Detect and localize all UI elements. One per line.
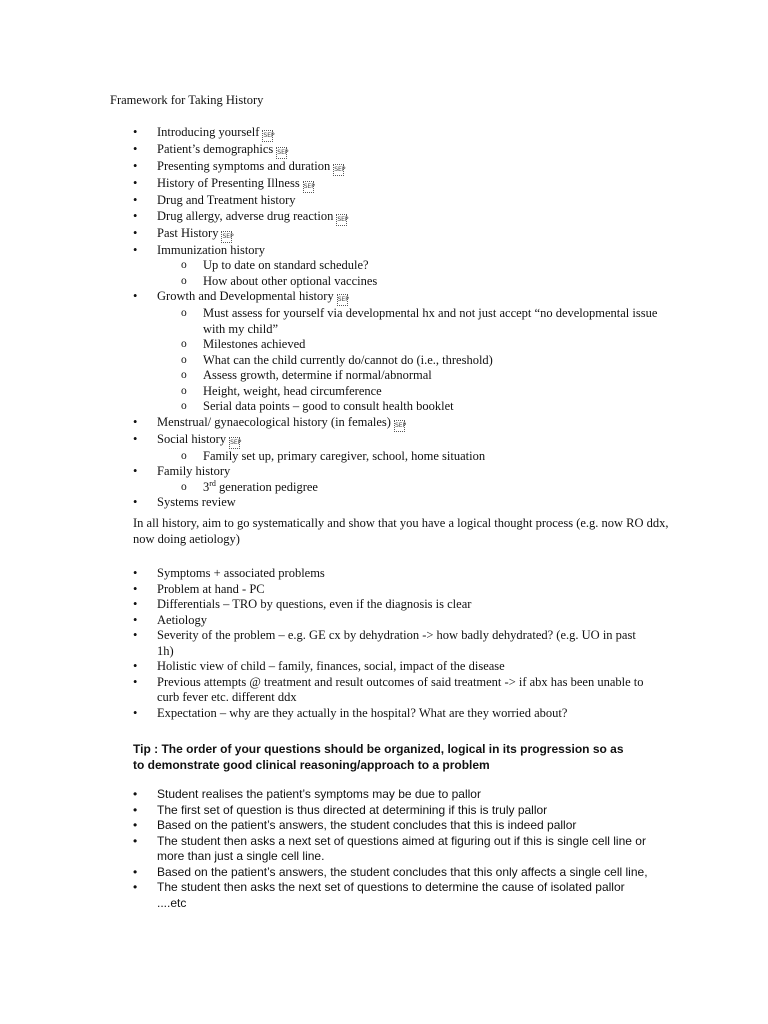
placeholder-glyph-icon: SEP xyxy=(229,437,240,449)
list-item: • Holistic view of child – family, finances, social, impact of the disease xyxy=(0,659,680,675)
sub-list-item: o How about other optional vaccines xyxy=(0,274,680,290)
list-item: • The student then asks a next set of questions aimed at figuring out if this is single cell line or more than just a single cell line. xyxy=(0,834,662,865)
list-item: • Drug and Treatment history xyxy=(0,193,680,209)
list-item: • Student realises the patient’s symptoms may be due to pallor xyxy=(0,787,680,803)
placeholder-glyph-icon: SEP xyxy=(262,130,273,142)
sub-list-item: o Milestones achieved xyxy=(0,337,680,353)
list-item: • Problem at hand - PC xyxy=(0,582,680,598)
list-item: • Based on the patient’s answers, the student concludes that this is indeed pallor xyxy=(0,818,680,834)
tip-text: Tip : The order of your questions should be organized, logical in its progression so as to demonstrate good clinical reasoning/approach to a problem xyxy=(133,742,624,772)
placeholder-glyph-icon: SEP xyxy=(276,147,287,159)
sub-list-item: o Must assess for yourself via developmental hx and not just accept “no developmental issue with my child” xyxy=(0,306,680,337)
list-item: • Drug allergy, adverse drug reaction SEP xyxy=(0,209,680,226)
list-item: • Past History SEP xyxy=(0,226,680,243)
sub-list-item: o Assess growth, determine if normal/abnormal xyxy=(0,368,680,384)
placeholder-glyph-icon: SEP xyxy=(336,214,347,226)
list-item: • Differentials – TRO by questions, even if the diagnosis is clear xyxy=(0,597,680,613)
list-item: • Severity of the problem – e.g. GE cx by dehydration -> how badly dehydrated? (e.g. UO in past 1h) xyxy=(0,628,647,659)
sub-list-item: o Serial data points – good to consult health booklet xyxy=(0,399,680,415)
list-item: • Patient’s demographics SEP xyxy=(0,142,680,159)
framework-list xyxy=(0,125,680,511)
sub-list xyxy=(157,449,680,465)
list-item: • Aetiology xyxy=(0,613,680,629)
sub-list-item: o Up to date on standard schedule? xyxy=(0,258,680,274)
sub-list-item: o What can the child currently do/cannot do (i.e., threshold) xyxy=(0,353,680,369)
sub-list-item: o 3rd generation pedigree xyxy=(0,480,680,496)
placeholder-glyph-icon: SEP xyxy=(303,181,314,193)
sub-list xyxy=(157,258,680,289)
list-item: • Growth and Developmental history SEP o Must assess for yourself via developmental hx and not just accept “no developmental issue with my child” o Milestones achieved o What can the child currently do/cannot do (i.e., threshold) o Assess growth, determine if normal/abnormal o Height, weight, head circumference o Serial data points – good to consult health booklet xyxy=(0,289,680,415)
page-title: Framework for Taking History xyxy=(110,93,264,107)
sub-list-item: o Family set up, primary caregiver, school, home situation xyxy=(0,449,680,465)
list-item: • Menstrual/ gynaecological history (in females) SEP xyxy=(0,415,680,432)
list-item: • Based on the patient’s answers, the student concludes that this only affects a single cell line, xyxy=(0,865,680,881)
list-item: • Family history o 3rd generation pedigree xyxy=(0,464,680,495)
guidance-paragraph: In all history, aim to go systematically and show that you have a logical thought process (e.g. now RO ddx, now doing aetiology) xyxy=(133,516,669,546)
list-item: • Symptoms + associated problems xyxy=(0,566,680,582)
list-item: • Social history SEP o Family set up, primary caregiver, school, home situation xyxy=(0,432,680,465)
list-item: • Previous attempts @ treatment and result outcomes of said treatment -> if abx has been unable to curb fever etc. different ddx xyxy=(0,675,647,706)
list-item: • History of Presenting Illness SEP xyxy=(0,176,680,193)
list-item: • The first set of question is thus directed at determining if this is truly pallor xyxy=(0,803,680,819)
example-list xyxy=(0,787,680,911)
list-item: • Expectation – why are they actually in the hospital? What are they worried about? xyxy=(0,706,680,722)
list-item: • Introducing yourself SEP xyxy=(0,125,680,142)
sub-list xyxy=(157,480,680,496)
placeholder-glyph-icon: SEP xyxy=(394,420,405,432)
placeholder-glyph-icon: SEP xyxy=(337,294,348,306)
checklist xyxy=(0,566,680,721)
list-item: • Presenting symptoms and duration SEP xyxy=(0,159,680,176)
sub-list xyxy=(157,306,680,415)
list-item: • The student then asks the next set of questions to determine the cause of isolated pallor ....etc xyxy=(0,880,637,911)
placeholder-glyph-icon: SEP xyxy=(333,164,344,176)
placeholder-glyph-icon: SEP xyxy=(221,231,232,243)
list-item: • Systems review xyxy=(0,495,680,511)
sub-list-item: o Height, weight, head circumference xyxy=(0,384,680,400)
list-item: • Immunization history o Up to date on standard schedule? o How about other optional vaccines xyxy=(0,243,680,290)
